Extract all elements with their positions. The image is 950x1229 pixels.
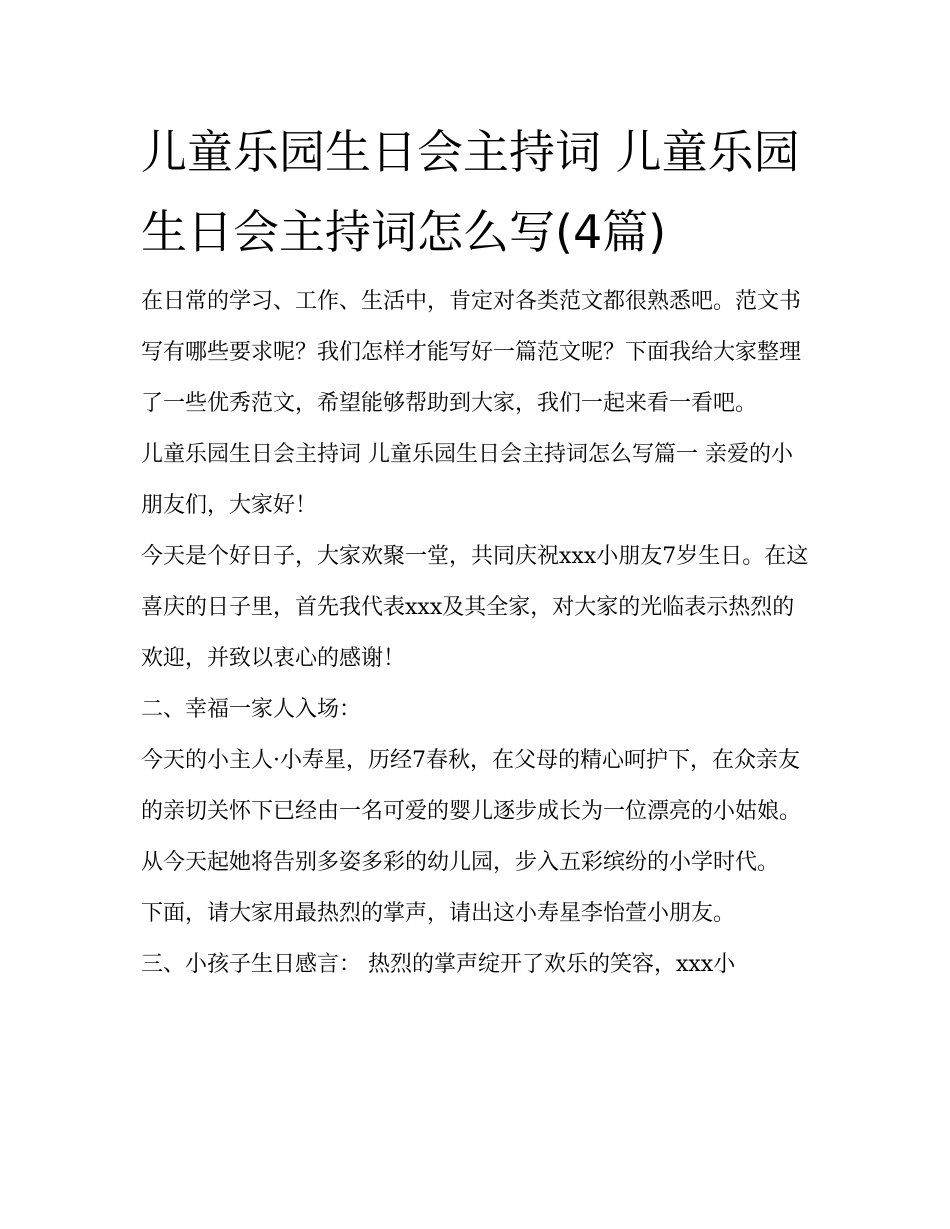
paragraph-birthday-child: 今天的小主人·小寿星，历经7春秋，在父母的精心呵护下，在众亲友的亲切关怀下已经由一名可爱的婴儿逐步成长为一位漂亮的小姑娘。从今天起她将告别多姿多彩的幼儿园，步入五彩缤纷的小学时代。 — [141, 748, 802, 875]
section-heading-birthday-speech: 三、小孩子生日感言： 热烈的掌声绽开了欢乐的笑容，xxx小 — [141, 952, 736, 977]
paragraph-applause: 下面，请大家用最热烈的掌声，请出这小寿星李怡萱小朋友。 — [141, 901, 736, 926]
document-body — [141, 276, 813, 990]
paragraph-intro: 在日常的学习、工作、生活中，肯定对各类范文都很熟悉吧。范文书写有哪些要求呢？我们怎样才能写好一篇范文呢？下面我给大家整理了一些优秀范文，希望能够帮助到大家，我们一起来看一看吧。 — [141, 289, 802, 416]
document-title: 儿童乐园生日会主持词 儿童乐园生日会主持词怎么写(4篇) — [141, 125, 800, 259]
section-heading-family-entrance: 二、幸福一家人入场： — [141, 697, 362, 722]
paragraph-welcome: 今天是个好日子，大家欢聚一堂，共同庆祝xxx小朋友7岁生日。在这喜庆的日子里，首先我代表xxx及其全家，对大家的光临表示热烈的欢迎，并致以衷心的感谢！ — [141, 544, 809, 671]
paragraph-greeting: 儿童乐园生日会主持词 儿童乐园生日会主持词怎么写篇一 亲爱的小朋友们，大家好！ — [141, 442, 793, 518]
